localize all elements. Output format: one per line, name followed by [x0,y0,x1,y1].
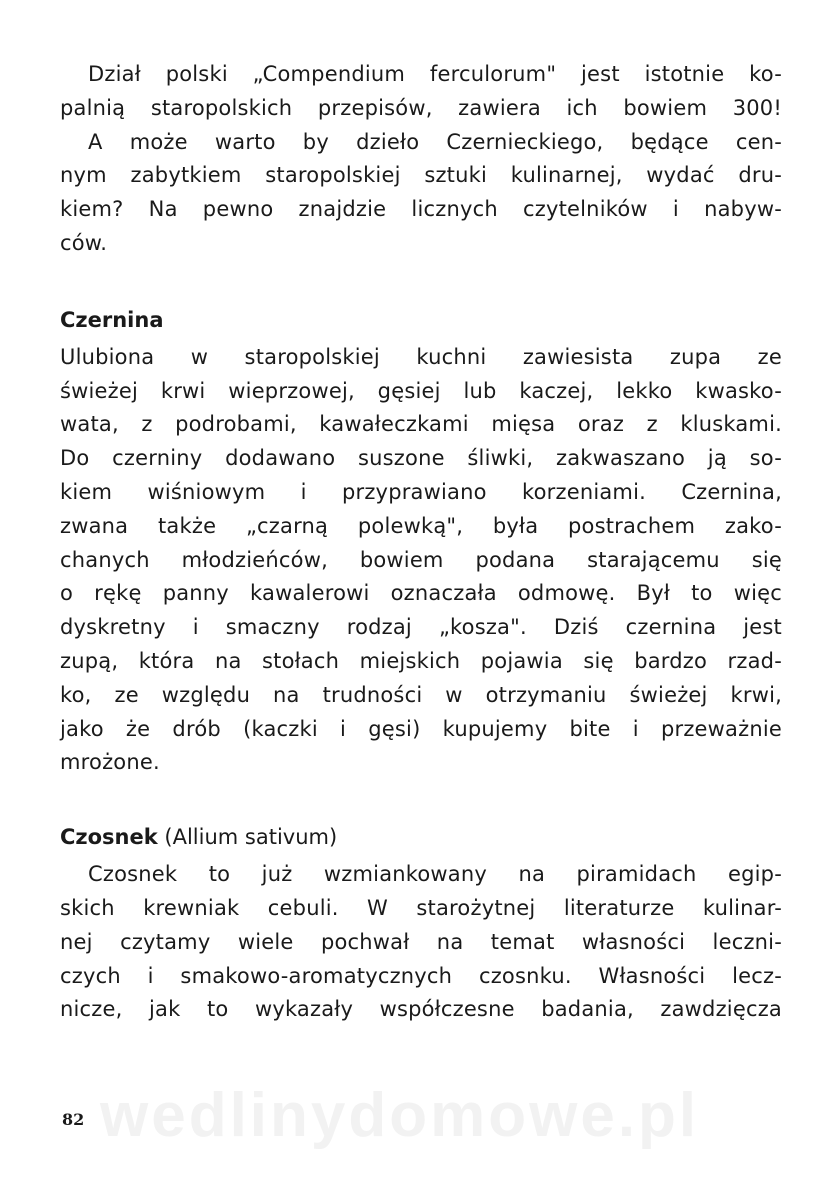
text-line: chanych młodzieńców, bowiem podana starającemu się [60,547,782,572]
text-line: kiem wiśniowym i przyprawiano korzeniami. Czernina, [60,479,782,504]
watermark: wedlinydomowe.pl [100,1081,700,1150]
czosnek-paragraph [60,858,782,1027]
text-line: jako że drób (kaczki i gęsi) kupujemy bite i przeważnie [60,716,782,741]
text-line: A może warto by dzieło Czernieckiego, będące cen- [88,129,782,154]
page-body [60,58,782,1027]
czernina-paragraph [60,341,782,780]
text-line: czych i smakowo-aromatycznych czosnku. Własności lecz- [60,963,782,988]
text-line: kiem? Na pewno znajdzie licznych czytelników i nabyw- [60,197,782,222]
text-line: zwana także „czarną polewką", była postrachem zako- [60,513,782,538]
text-line: ców. [60,230,108,255]
section-subtitle: (Allium sativum) [157,825,338,850]
text-line: dyskretny i smaczny rodzaj „kosza". Dziś czernina jest [60,615,782,640]
text-line: Ulubiona w staropolskiej kuchni zawiesista zupa ze [60,344,782,369]
text-line: Dział polski „Compendium ferculorum" jest istotnie ko- [88,62,782,86]
text-line: Czosnek to już wzmiankowany na piramidach egip- [88,862,782,887]
text-line: nicze, jak to wykazały współczesne badania, zawdzięcza [60,997,782,1022]
text-line: nej czytamy wiele pochwał na temat własności leczni- [60,929,782,954]
text-line: wata, z podrobami, kawałeczkami mięsa oraz z kluskami. [60,412,782,437]
text-line: mrożone. [60,750,160,775]
text-line: palnią staropolskich przepisów, zawiera ich bowiem 300! [60,95,782,120]
text-line: skich krewniak cebuli. W starożytnej literaturze kulinar- [60,895,782,920]
section-title: Czosnek [60,825,158,850]
text-line: Do czerniny dodawano suszone śliwki, zakwaszano ją so- [60,446,782,471]
text-line: nym zabytkiem staropolskiej sztuki kulinarnej, wydać dru- [60,163,782,188]
page-number: 82 [62,1110,85,1129]
section-title: Czernina [60,307,164,332]
section-heading-czernina [60,303,782,337]
text-line: zupą, która na stołach miejskich pojawia się bardzo rzad- [60,648,782,673]
intro-paragraph [60,58,782,261]
text-line: o rękę panny kawalerowi oznaczała odmowę. Był to więc [60,581,782,606]
text-line: świeżej krwi wieprzowej, gęsiej lub kaczej, lekko kwasko- [60,378,782,403]
text-line: ko, ze względu na trudności w otrzymaniu świeżej krwi, [60,682,782,707]
section-heading-czosnek [60,820,782,854]
